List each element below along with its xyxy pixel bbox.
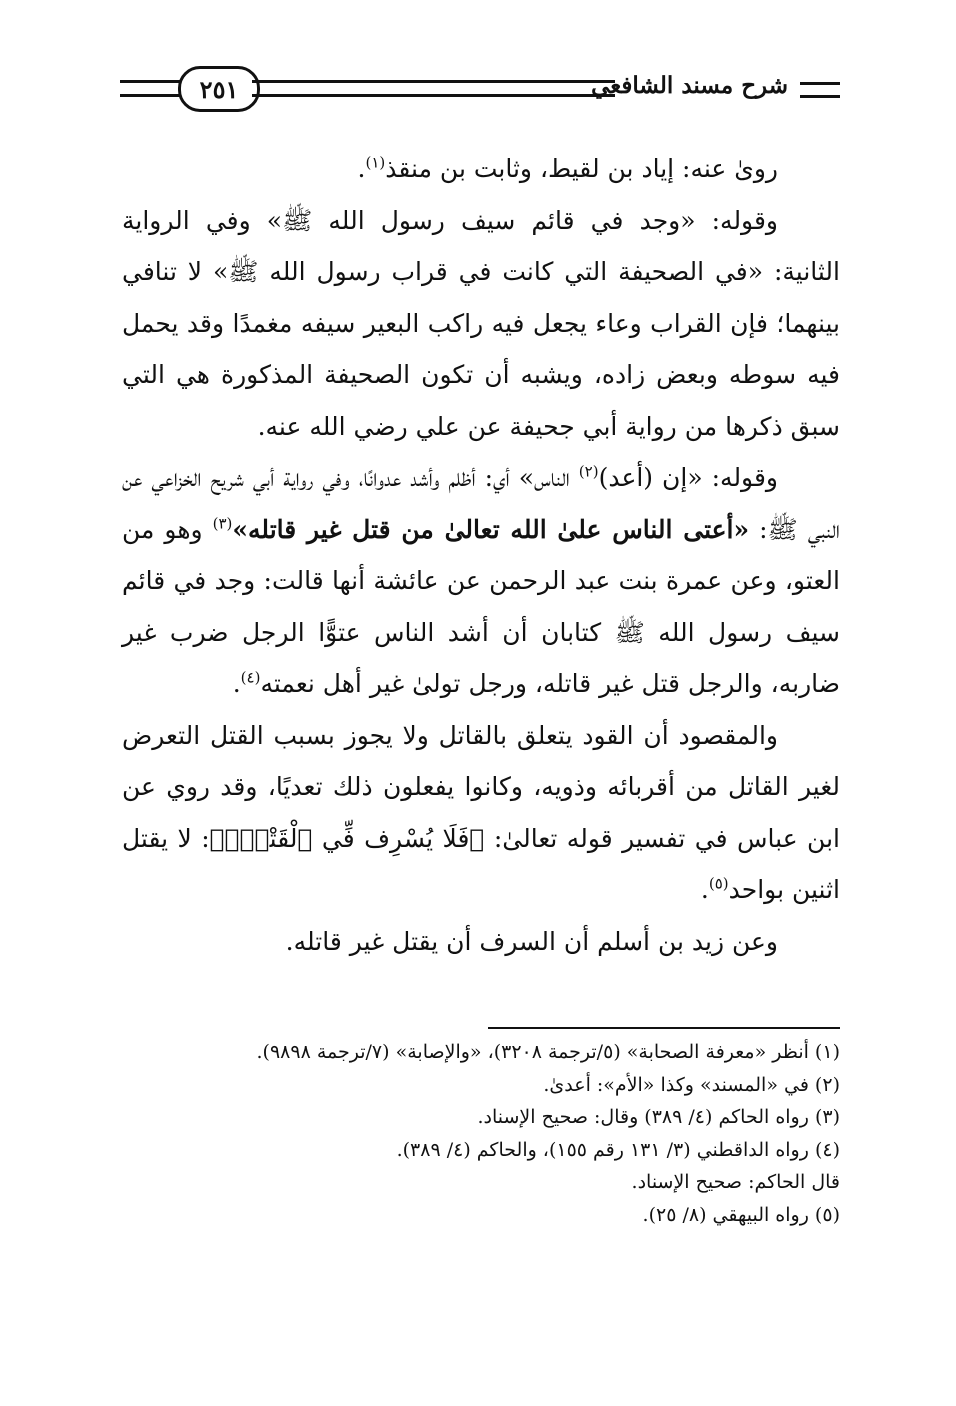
paragraph-5: وعن زيد بن أسلم أن السرف أن يقتل غير قاتله.: [285, 926, 778, 956]
paragraph-3: [122, 452, 840, 710]
footnote-ref-5: (٥): [708, 874, 729, 893]
paragraph-3-end: .: [232, 669, 241, 698]
page-number: ٢٥١: [199, 74, 239, 104]
paragraph-1-end: .: [357, 154, 366, 183]
paragraph-4-part-b: : لا يقتل اثنين بواحد: [122, 823, 840, 904]
footnote-ref-3: (٣): [212, 514, 233, 533]
paragraph-4-end: .: [700, 875, 709, 904]
footnote-5: (٥) رواه البيهقي (٨/ ٢٥).: [642, 1203, 840, 1226]
footnote-ref-2: (٢): [578, 462, 599, 481]
paragraph-2: وقوله: «وجد في قائم سيف رسول الله ﷺ» وفي الرواية الثانية: «في الصحيفة التي كانت في قراب رسول الله ﷺ» لا تنافي بينهما؛ فإن القراب وعاء يجعل فيه راكب البعير سيفه مغمدًا وقد يحمل فيه سوطه وبعض زاده، ويشبه أن تكون الصحيفة المذكورة هي التي سبق ذكرها من رواية أبي جحيفة عن علي رضي الله عنه.: [122, 205, 840, 441]
paragraph-3-part-b: الناس» أي: أظلم وأشد عدوانًا، وفي رواية أبي شريح الخزاعي عن النبي ﷺ:: [122, 463, 840, 544]
paragraph-4: [122, 710, 840, 916]
paragraph-1-text: رویٰ عنه: إياد بن لقيط، وثابت بن منقذ: [385, 154, 778, 183]
paragraph-3-part-c: وهو من العتو، وعن عمرة بنت عبد الرحمن عن عائشة أنها قالت: وجد في قائم سيف رسول الله ﷺ كتابان أن أشد الناس عتوًّا الرجل ضرب غير ضاربه، والرجل قتل غير قاتله، ورجل تولىٰ غير أهل نعمته: [122, 514, 840, 698]
footnote-3: (٣) رواه الحاكم (٤/ ٣٨٩) وقال: صحيح الإسناد.: [477, 1106, 840, 1128]
page-number-badge: [178, 66, 260, 112]
footnote-ref-4: (٤): [240, 668, 261, 687]
footnote-2: (٢) في «المسند» وكذا «الأم»: أعدىٰ.: [543, 1073, 840, 1096]
header-rule-left: [120, 80, 180, 97]
footnote-4-continued: قال الحاكم: صحيح الإسناد.: [631, 1171, 840, 1193]
footnote-separator: [488, 1027, 840, 1029]
paragraph-4-part-a: والمقصود أن القود يتعلق بالقاتل ولا يجوز بسبب القتل التعرض لغير القاتل من أقربائه وذويه، وكانوا يفعلون ذلك تعديًا، وقد روي عن ابن عباس في تفسير قوله تعالىٰ:: [122, 720, 840, 853]
book-title: شرح مسند الشافعي: [591, 72, 788, 99]
running-header: [120, 66, 840, 116]
footnote-1: (١) أنظر «معرفة الصحابة» (٥/ترجمة ٣٢٠٨)، «والإصابة» (٧/ترجمة ٩٨٩٨).: [256, 1041, 840, 1063]
footnotes: [150, 1036, 840, 1231]
hadith-quote: «أعتى الناس علىٰ الله تعالىٰ من قتل غير قاتله»: [232, 514, 750, 544]
paragraph-1: [122, 143, 840, 195]
main-text: [122, 143, 840, 967]
footnote-ref-1: (١): [365, 153, 386, 172]
paragraph-3-part-a: وقوله: «إن (أعد): [598, 463, 778, 492]
header-rule: [252, 80, 615, 97]
footnote-4: (٤) رواه الداقطني (٣/ ١٣١ رقم ١٥٥)، والحاكم (٤/ ٣٨٩).: [396, 1138, 840, 1161]
quran-verse: ﴿فَلَا يُسْرِف فِّي ٱلْقَتْلِۖ﴾: [209, 823, 485, 853]
header-mark: [800, 82, 840, 98]
